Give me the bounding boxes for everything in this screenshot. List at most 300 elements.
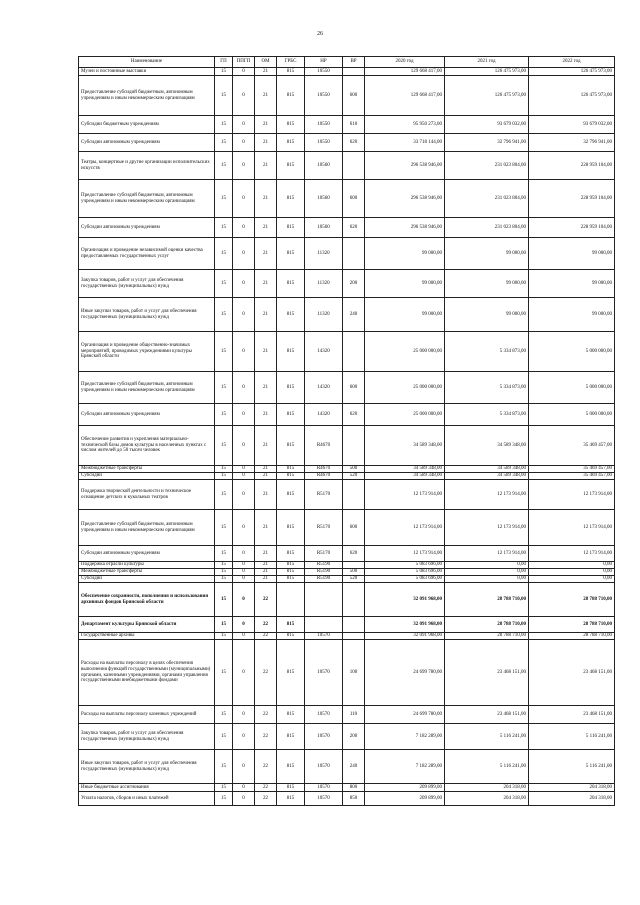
cell-nr: R5190 (305, 576, 343, 583)
cell-2020: 24 699 780,00 (365, 640, 445, 706)
cell-om: 21 (255, 562, 277, 569)
cell-om: 21 (255, 466, 277, 473)
table-row (79, 706, 615, 724)
cell-nr: 10570 (305, 633, 343, 640)
cell-grbs: 815 (277, 68, 305, 76)
cell-vr: 520 (343, 576, 365, 583)
table-row (79, 473, 615, 480)
cell-2021: 28 788 710,00 (445, 583, 529, 617)
cell-nr: R4670 (305, 473, 343, 480)
cell-vr (343, 562, 365, 569)
cell-nr: 10560 (305, 180, 343, 218)
cell-2021: 231 023 804,00 (445, 180, 529, 218)
table-row (79, 270, 615, 298)
cell-gp: 15 (215, 116, 233, 134)
cell-gp: 15 (215, 792, 233, 806)
cell-name: Театры, концертные и другие организации исполнительских искусств (79, 152, 215, 180)
cell-vr: 620 (343, 218, 365, 238)
cell-nr: 10570 (305, 784, 343, 792)
cell-name: Расходы на выплаты персоналу казенных учреждений (79, 706, 215, 724)
cell-gp: 15 (215, 372, 233, 404)
cell-2022: 93 679 032,00 (529, 116, 615, 134)
cell-grbs: 815 (277, 116, 305, 134)
cell-grbs: 815 (277, 238, 305, 270)
cell-nr: 14320 (305, 372, 343, 404)
cell-2020: 5 083 696,00 (365, 576, 445, 583)
cell-ppgp: 0 (233, 546, 255, 562)
cell-om: 22 (255, 583, 277, 617)
cell-ppgp: 0 (233, 152, 255, 180)
cell-grbs: 815 (277, 473, 305, 480)
cell-2021: 93 679 032,00 (445, 116, 529, 134)
cell-vr: 610 (343, 116, 365, 134)
cell-name: Поддержка творческой деятельности и техническое оснащение детских и кукольных театров (79, 480, 215, 510)
cell-2021: 34 589 348,00 (445, 426, 529, 466)
cell-name: Предоставление субсидий бюджетным, автономным учреждениям и иным некоммерческим организациям (79, 180, 215, 218)
cell-vr (343, 238, 365, 270)
cell-ppgp: 0 (233, 180, 255, 218)
cell-nr: 11320 (305, 270, 343, 298)
cell-gp: 15 (215, 569, 233, 576)
cell-om: 21 (255, 480, 277, 510)
header-grbs: ГРБС (277, 57, 305, 68)
cell-2020: 209 899,00 (365, 784, 445, 792)
table-row (79, 569, 615, 576)
cell-nr: R5170 (305, 480, 343, 510)
cell-gp: 15 (215, 473, 233, 480)
cell-nr: R5170 (305, 510, 343, 546)
cell-grbs: 815 (277, 576, 305, 583)
header-ppgp: ППГП (233, 57, 255, 68)
header-name: Наименование (79, 57, 215, 68)
cell-ppgp: 0 (233, 68, 255, 76)
header-nr: НР (305, 57, 343, 68)
cell-2021: 0,00 (445, 562, 529, 569)
cell-vr: 850 (343, 792, 365, 806)
cell-name: Предоставление субсидий бюджетным, автономным учреждениям и иным некоммерческим организациям (79, 372, 215, 404)
cell-2021: 5 334 873,00 (445, 372, 529, 404)
cell-2021: 23 468 151,00 (445, 706, 529, 724)
cell-2022: 35 469 457,00 (529, 473, 615, 480)
cell-grbs: 815 (277, 784, 305, 792)
cell-om: 21 (255, 332, 277, 372)
cell-ppgp: 0 (233, 792, 255, 806)
cell-name: Обеспечение развития и укрепления материально-технической базы домов культуры в населенных пунктах с числом жителей до 50 тысяч человек (79, 426, 215, 466)
cell-2022: 204 318,00 (529, 792, 615, 806)
table-row (79, 792, 615, 806)
cell-nr (305, 583, 343, 617)
cell-grbs: 815 (277, 372, 305, 404)
cell-grbs: 815 (277, 640, 305, 706)
cell-gp: 15 (215, 583, 233, 617)
table-row (79, 116, 615, 134)
cell-grbs: 815 (277, 298, 305, 332)
cell-vr: 200 (343, 270, 365, 298)
cell-om: 22 (255, 792, 277, 806)
cell-name: Иные закупки товаров, работ и услуг для обеспечения государственных (муниципальных) нужд (79, 298, 215, 332)
cell-2020: 129 668 417,00 (365, 68, 445, 76)
cell-om: 22 (255, 617, 277, 633)
cell-2020: 12 173 914,00 (365, 546, 445, 562)
cell-2020: 32 091 968,00 (365, 617, 445, 633)
cell-gp: 15 (215, 576, 233, 583)
cell-grbs: 815 (277, 792, 305, 806)
cell-vr: 110 (343, 706, 365, 724)
cell-2020: 209 899,00 (365, 792, 445, 806)
cell-nr: 10550 (305, 134, 343, 152)
cell-2022: 99 000,00 (529, 238, 615, 270)
cell-grbs: 815 (277, 332, 305, 372)
cell-2022: 23 468 151,00 (529, 640, 615, 706)
cell-2021: 34 589 348,00 (445, 473, 529, 480)
cell-name: Межбюджетные трансферты (79, 569, 215, 576)
table-row (79, 633, 615, 640)
table-body (79, 68, 615, 806)
cell-ppgp: 0 (233, 569, 255, 576)
table-row (79, 562, 615, 569)
cell-2020: 296 538 946,00 (365, 218, 445, 238)
cell-grbs: 815 (277, 750, 305, 784)
cell-name: Субсидии автономным учреждениям (79, 218, 215, 238)
cell-gp: 15 (215, 562, 233, 569)
cell-ppgp: 0 (233, 116, 255, 134)
cell-gp: 15 (215, 546, 233, 562)
cell-om: 21 (255, 546, 277, 562)
cell-2021: 0,00 (445, 569, 529, 576)
cell-name: Поддержка отрасли культуры (79, 562, 215, 569)
cell-2022: 12 173 914,00 (529, 510, 615, 546)
cell-om: 21 (255, 116, 277, 134)
cell-ppgp: 0 (233, 372, 255, 404)
cell-2022: 228 959 104,00 (529, 180, 615, 218)
cell-om: 21 (255, 76, 277, 116)
cell-2021: 28 788 710,00 (445, 633, 529, 640)
cell-vr: 200 (343, 724, 365, 750)
cell-nr: 10550 (305, 116, 343, 134)
cell-vr: 800 (343, 784, 365, 792)
cell-name: Предоставление субсидий бюджетным, автономным учреждениям и иным некоммерческим организациям (79, 510, 215, 546)
table-row (79, 510, 615, 546)
cell-2020: 12 173 914,00 (365, 510, 445, 546)
cell-name: Субсидии автономным учреждениям (79, 134, 215, 152)
cell-om: 22 (255, 724, 277, 750)
cell-name: Обеспечение сохранности, пополнения и использования архивных фондов Брянской области (79, 583, 215, 617)
cell-2020: 99 000,00 (365, 270, 445, 298)
cell-nr (305, 617, 343, 633)
cell-2020: 296 538 946,00 (365, 152, 445, 180)
cell-om: 21 (255, 576, 277, 583)
cell-2021: 12 173 914,00 (445, 546, 529, 562)
cell-nr: 10570 (305, 640, 343, 706)
cell-2020: 32 091 968,00 (365, 633, 445, 640)
cell-gp: 15 (215, 76, 233, 116)
cell-2022: 32 796 941,00 (529, 134, 615, 152)
cell-om: 21 (255, 569, 277, 576)
table-row (79, 218, 615, 238)
cell-om: 21 (255, 372, 277, 404)
cell-ppgp: 0 (233, 576, 255, 583)
cell-grbs: 815 (277, 480, 305, 510)
cell-nr: 10560 (305, 152, 343, 180)
cell-2021: 0,00 (445, 576, 529, 583)
cell-nr: 10570 (305, 792, 343, 806)
cell-name: Уплата налогов, сборов и иных платежей (79, 792, 215, 806)
cell-2022: 99 000,00 (529, 270, 615, 298)
cell-2021: 99 000,00 (445, 298, 529, 332)
cell-2021: 126 475 973,00 (445, 76, 529, 116)
cell-2021: 5 334 873,00 (445, 404, 529, 426)
cell-2022: 228 959 104,00 (529, 218, 615, 238)
cell-2020: 24 699 780,00 (365, 706, 445, 724)
cell-gp: 15 (215, 270, 233, 298)
cell-grbs: 815 (277, 562, 305, 569)
header-om: ОМ (255, 57, 277, 68)
cell-ppgp: 0 (233, 426, 255, 466)
header-gp: ГП (215, 57, 233, 68)
cell-2022: 23 468 151,00 (529, 706, 615, 724)
cell-gp: 15 (215, 480, 233, 510)
header-2020: 2020 год (365, 57, 445, 68)
table-row (79, 546, 615, 562)
cell-om: 21 (255, 152, 277, 180)
cell-2021: 5 116 241,00 (445, 750, 529, 784)
cell-nr: R5190 (305, 562, 343, 569)
cell-2020: 25 000 000,00 (365, 404, 445, 426)
cell-2022: 0,00 (529, 562, 615, 569)
cell-gp: 15 (215, 68, 233, 76)
cell-2020: 32 091 968,00 (365, 583, 445, 617)
cell-2020: 25 000 000,00 (365, 372, 445, 404)
cell-2021: 99 000,00 (445, 270, 529, 298)
cell-nr: 10550 (305, 68, 343, 76)
cell-ppgp: 0 (233, 404, 255, 426)
cell-vr: 600 (343, 180, 365, 218)
header-vr: ВР (343, 57, 365, 68)
cell-om: 21 (255, 270, 277, 298)
cell-vr: 500 (343, 569, 365, 576)
cell-grbs: 815 (277, 510, 305, 546)
cell-grbs: 815 (277, 546, 305, 562)
cell-gp: 15 (215, 617, 233, 633)
cell-name: Организация и проведение общественно-значимых мероприятий, проводимых учреждениями культуры Брянской области (79, 332, 215, 372)
cell-name: Музеи и постоянные выставки (79, 68, 215, 76)
cell-2020: 34 589 348,00 (365, 473, 445, 480)
cell-ppgp: 0 (233, 633, 255, 640)
cell-gp: 15 (215, 152, 233, 180)
cell-2021: 28 788 710,00 (445, 617, 529, 633)
cell-2022: 0,00 (529, 576, 615, 583)
cell-2021: 12 173 914,00 (445, 510, 529, 546)
cell-2020: 12 173 914,00 (365, 480, 445, 510)
cell-vr: 240 (343, 750, 365, 784)
cell-2020: 34 589 348,00 (365, 426, 445, 466)
cell-grbs: 815 (277, 706, 305, 724)
cell-ppgp: 0 (233, 218, 255, 238)
cell-gp: 15 (215, 218, 233, 238)
cell-nr: 10550 (305, 76, 343, 116)
cell-gp: 15 (215, 633, 233, 640)
cell-2021: 34 589 348,00 (445, 466, 529, 473)
cell-om: 22 (255, 706, 277, 724)
cell-om: 22 (255, 750, 277, 784)
cell-vr (343, 617, 365, 633)
table-row (79, 576, 615, 583)
cell-name: Субсидии автономным учреждениям (79, 546, 215, 562)
cell-2022: 12 173 914,00 (529, 480, 615, 510)
cell-om: 21 (255, 426, 277, 466)
cell-ppgp: 0 (233, 270, 255, 298)
table-row (79, 784, 615, 792)
cell-nr: 10570 (305, 750, 343, 784)
cell-grbs: 815 (277, 180, 305, 218)
cell-om: 21 (255, 180, 277, 218)
cell-om: 22 (255, 784, 277, 792)
cell-om: 21 (255, 510, 277, 546)
table-header-row (79, 57, 615, 68)
cell-ppgp: 0 (233, 706, 255, 724)
cell-om: 21 (255, 134, 277, 152)
table-row (79, 583, 615, 617)
cell-nr: R5170 (305, 546, 343, 562)
table-row (79, 480, 615, 510)
cell-name: Иные закупки товаров, работ и услуг для обеспечения государственных (муниципальных) нужд (79, 750, 215, 784)
cell-nr: R5190 (305, 569, 343, 576)
cell-vr: 520 (343, 473, 365, 480)
cell-2022: 28 788 710,00 (529, 617, 615, 633)
cell-2022: 28 788 710,00 (529, 583, 615, 617)
cell-2021: 5 334 873,00 (445, 332, 529, 372)
cell-2022: 0,00 (529, 569, 615, 576)
cell-2022: 28 788 710,00 (529, 633, 615, 640)
cell-ppgp: 0 (233, 583, 255, 617)
cell-ppgp: 0 (233, 76, 255, 116)
cell-ppgp: 0 (233, 724, 255, 750)
cell-vr: 620 (343, 404, 365, 426)
cell-gp: 15 (215, 134, 233, 152)
cell-2022: 126 475 973,00 (529, 76, 615, 116)
cell-om: 22 (255, 640, 277, 706)
cell-2021: 204 318,00 (445, 784, 529, 792)
cell-2022: 204 318,00 (529, 784, 615, 792)
table-row (79, 134, 615, 152)
cell-grbs: 815 (277, 404, 305, 426)
cell-name: Межбюджетные трансферты (79, 466, 215, 473)
cell-vr: 600 (343, 510, 365, 546)
cell-2021: 99 000,00 (445, 238, 529, 270)
table-row (79, 152, 615, 180)
cell-om: 21 (255, 404, 277, 426)
cell-ppgp: 0 (233, 510, 255, 546)
cell-gp: 15 (215, 784, 233, 792)
table-row (79, 76, 615, 116)
table-row (79, 640, 615, 706)
cell-ppgp: 0 (233, 480, 255, 510)
cell-nr: 11320 (305, 238, 343, 270)
cell-2020: 99 000,00 (365, 238, 445, 270)
cell-grbs: 815 (277, 270, 305, 298)
cell-grbs: 815 (277, 134, 305, 152)
cell-name: Департамент культуры Брянской области (79, 617, 215, 633)
cell-gp: 15 (215, 724, 233, 750)
table-row (79, 404, 615, 426)
cell-gp: 15 (215, 332, 233, 372)
table-row (79, 332, 615, 372)
cell-name: Государственные архивы (79, 633, 215, 640)
cell-name: Иные бюджетные ассигнования (79, 784, 215, 792)
cell-grbs: 815 (277, 218, 305, 238)
cell-gp: 15 (215, 706, 233, 724)
cell-vr: 240 (343, 298, 365, 332)
cell-name: Расходы на выплаты персоналу в целях обеспечения выполнения функций государственными (муниципальными) органами, казенными учреждениями, органами управления государственными внебюджетными фондами (79, 640, 215, 706)
cell-name: Субсидии (79, 473, 215, 480)
cell-2021: 204 318,00 (445, 792, 529, 806)
cell-om: 21 (255, 298, 277, 332)
table-row (79, 724, 615, 750)
cell-nr: 14320 (305, 332, 343, 372)
cell-nr: 10560 (305, 218, 343, 238)
cell-gp: 15 (215, 404, 233, 426)
cell-grbs: 815 (277, 466, 305, 473)
cell-2021: 23 468 151,00 (445, 640, 529, 706)
cell-name: Субсидии (79, 576, 215, 583)
cell-2022: 99 000,00 (529, 298, 615, 332)
cell-2022: 5 116 241,00 (529, 750, 615, 784)
table-row (79, 426, 615, 466)
cell-name: Субсидии автономным учреждениям (79, 404, 215, 426)
cell-name: Субсидии бюджетным учреждениям (79, 116, 215, 134)
cell-gp: 15 (215, 510, 233, 546)
header-2022: 2022 год (529, 57, 615, 68)
cell-2021: 5 116 241,00 (445, 724, 529, 750)
cell-ppgp: 0 (233, 298, 255, 332)
cell-grbs (277, 583, 305, 617)
cell-om: 21 (255, 218, 277, 238)
cell-gp: 15 (215, 238, 233, 270)
cell-ppgp: 0 (233, 134, 255, 152)
cell-vr: 620 (343, 134, 365, 152)
cell-grbs: 815 (277, 426, 305, 466)
cell-om: 21 (255, 68, 277, 76)
cell-om: 21 (255, 238, 277, 270)
cell-2022: 228 959 104,00 (529, 152, 615, 180)
table-row (79, 372, 615, 404)
cell-2022: 5 000 000,00 (529, 332, 615, 372)
cell-2020: 5 083 696,00 (365, 562, 445, 569)
cell-nr: 11320 (305, 298, 343, 332)
header-2021: 2021 год (445, 57, 529, 68)
cell-gp: 15 (215, 750, 233, 784)
cell-gp: 15 (215, 640, 233, 706)
cell-2021: 32 796 941,00 (445, 134, 529, 152)
cell-gp: 15 (215, 298, 233, 332)
cell-nr: R4670 (305, 466, 343, 473)
cell-2022: 5 000 000,00 (529, 404, 615, 426)
cell-ppgp: 0 (233, 473, 255, 480)
cell-2022: 12 173 914,00 (529, 546, 615, 562)
cell-2020: 99 000,00 (365, 298, 445, 332)
cell-2020: 34 589 348,00 (365, 466, 445, 473)
cell-vr (343, 633, 365, 640)
cell-om: 21 (255, 473, 277, 480)
cell-ppgp: 0 (233, 784, 255, 792)
cell-2022: 35 469 457,00 (529, 466, 615, 473)
cell-2022: 126 475 973,00 (529, 68, 615, 76)
cell-2022: 5 000 000,00 (529, 372, 615, 404)
cell-2020: 7 182 289,00 (365, 750, 445, 784)
cell-2021: 231 023 804,00 (445, 152, 529, 180)
cell-grbs: 815 (277, 569, 305, 576)
cell-vr (343, 480, 365, 510)
